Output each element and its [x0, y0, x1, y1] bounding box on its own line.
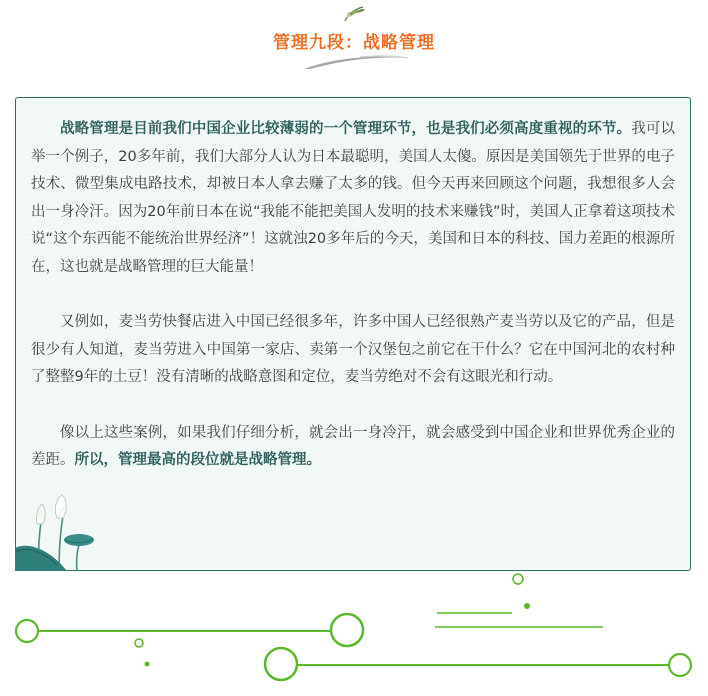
- lead-sentence: 战略管理是目前我们中国企业比较薄弱的一个管理环节，也是我们必须高度重视的环节。: [60, 121, 632, 137]
- page-title: 管理九段：战略管理: [273, 33, 435, 53]
- article-body: [31, 116, 675, 475]
- paragraph-3: [31, 420, 675, 475]
- leaf-icon: [341, 4, 367, 24]
- paragraph-1-text: 我可以举一个例子，20多年前，我们大部分人认为日本最聪明，美国人太傻。原因是美国领先于世界的电子技术、微型集成电路技术，却被日本人拿去赚了太多的钱。但今天再来回顾这个问题，我想很多人会出一身冷汗。因为20年前日本在说“我能不能把美国人发明的技术来赚钱”时，美国人正拿着这项技术说“这个东西能不能统治世界经济”！这就浊20多年后的今天，美国和日本的科技、国力差距的根源所在，这也就是战略管理的巨大能量！: [31, 121, 676, 275]
- paragraph-2-text: 又例如，麦当劳快餐店进入中国已经很多年，许多中国人已经很熟产麦当劳以及它的产品，但是很少有人知道，麦当劳进入中国第一家店、卖第一个汉堡包之前它在干什么？它在中国河北的农村种了整整9年的土豆！没有清晰的战略意图和定位，麦当劳绝对不会有这眼光和行动。: [31, 314, 675, 385]
- lotus-illustration: [15, 490, 105, 571]
- paragraph-2: [31, 309, 675, 392]
- circle-line-decoration: [0, 570, 708, 696]
- paragraph-1: [31, 116, 675, 281]
- closing-sentence: 所以，管理最高的段位就是战略管理。: [74, 452, 321, 468]
- paragraph-3-text: 像以上这些案例，如果我们仔细分析，就会出一身冷汗，就会感受到中国企业和世界优秀企业的差距。: [31, 424, 675, 468]
- brush-underline: [300, 50, 412, 72]
